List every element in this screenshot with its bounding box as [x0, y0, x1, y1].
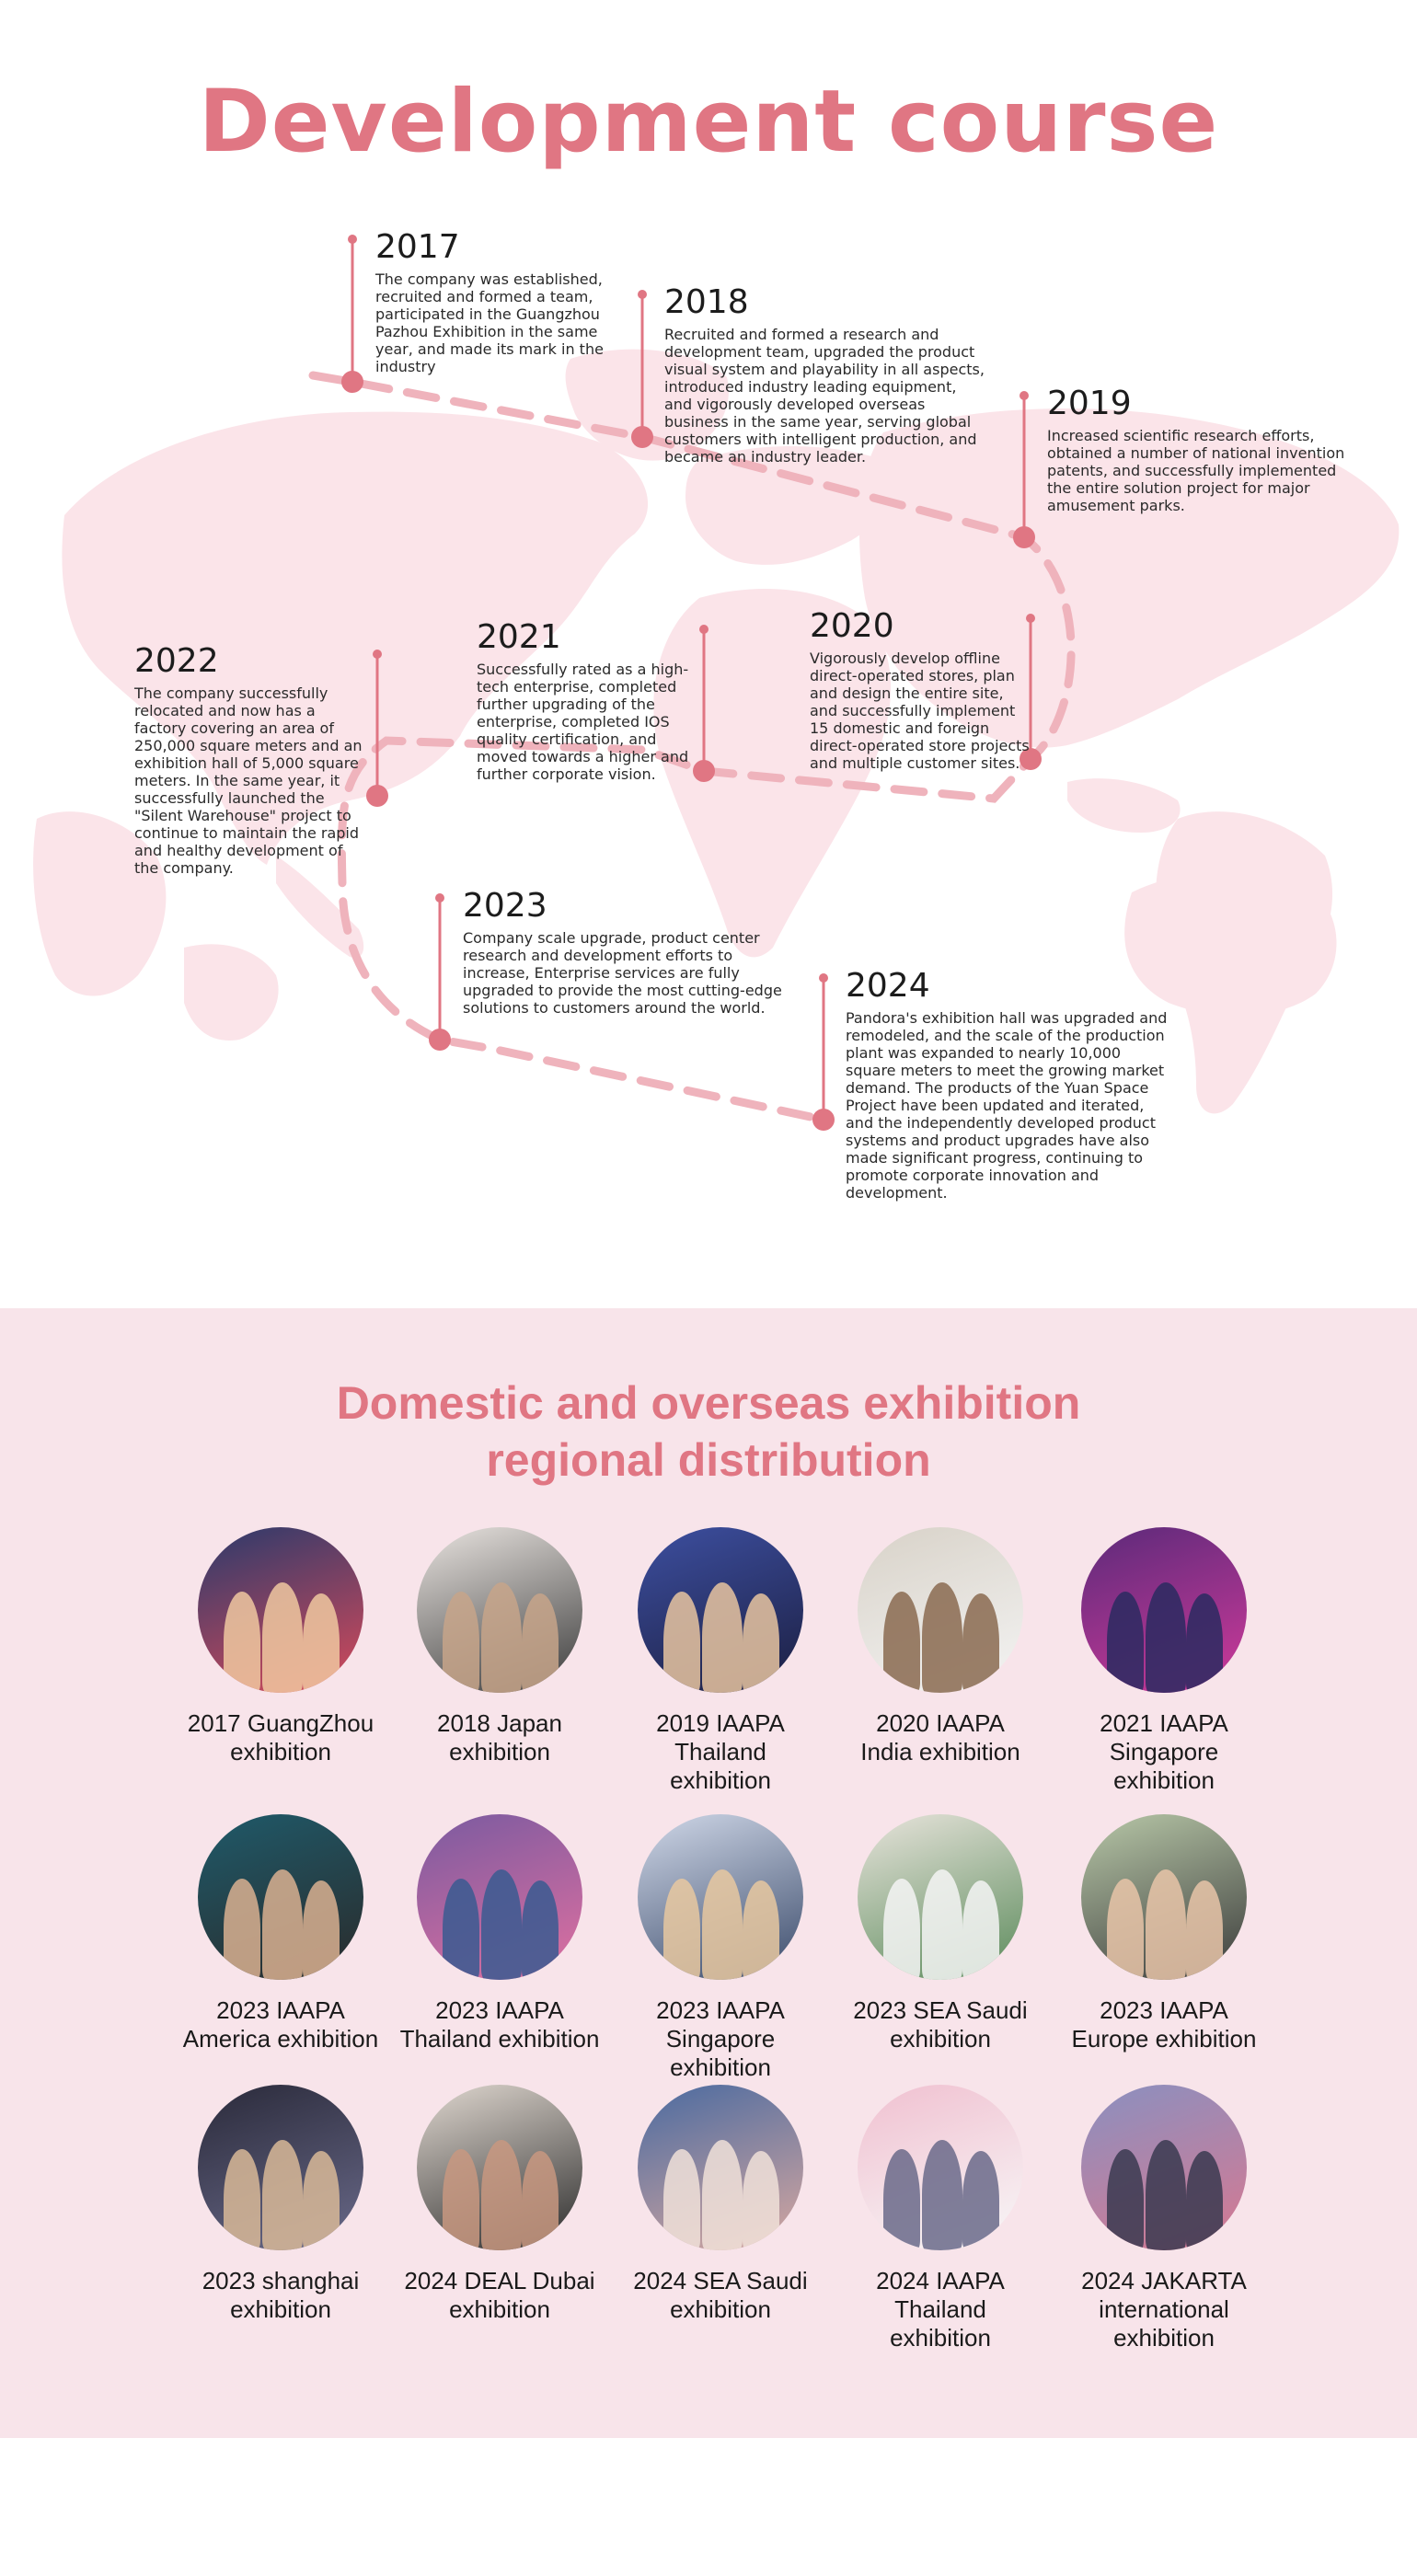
exhibition-photo	[1081, 2085, 1247, 2250]
exhibition-item	[389, 1814, 610, 2053]
timeline-entry-2018	[664, 283, 986, 466]
exhibition-photo	[417, 1814, 582, 1980]
caption-line: exhibition	[890, 2324, 991, 2352]
person-figure	[883, 1592, 920, 1693]
exhibition-item	[1054, 1527, 1274, 1795]
person-figure	[743, 2151, 779, 2250]
person-figure	[1146, 1869, 1186, 1980]
caption-line: 2023 SEA Saudi	[853, 1996, 1028, 2024]
timeline-description: The company successfully relocated and now has a factory covering an area of 250,000 square meters and an exhibition hall of 5,000 square meters. In the same year, it successfully launched the "Silent Warehouse" project to continue to maintain the rapid and healthy development of the company.	[134, 684, 363, 877]
caption-line: exhibition	[449, 1738, 550, 1765]
exhibition-item	[830, 2085, 1051, 2352]
exhibition-photo	[198, 1527, 363, 1693]
caption-line: America exhibition	[182, 2025, 379, 2053]
exhibition-photo	[198, 2085, 363, 2250]
person-figure	[1107, 1592, 1144, 1693]
exhibition-title-line-1: Domestic and overseas exhibition	[336, 1377, 1081, 1429]
exhibition-caption	[1054, 1709, 1274, 1795]
exhibition-caption	[170, 1996, 391, 2053]
person-figure	[303, 2151, 340, 2250]
person-figure	[962, 1593, 999, 1693]
person-figure	[962, 1880, 999, 1980]
timeline-description: The company was established, recruited and formed a team, participated in the Guangzhou Pazhou Exhibition in the same year, and made its mark in the industry	[375, 270, 604, 375]
caption-line: exhibition	[230, 1738, 331, 1765]
caption-line: exhibition	[449, 2295, 550, 2323]
person-figure	[522, 1880, 559, 1980]
exhibition-item	[610, 1814, 831, 2082]
person-figure	[1146, 1582, 1186, 1693]
exhibition-item	[610, 1527, 831, 1795]
exhibition-caption	[610, 1996, 831, 2082]
caption-line: exhibition	[670, 2295, 771, 2323]
person-figure	[262, 1582, 303, 1693]
person-figure	[702, 2140, 743, 2250]
caption-line: 2024 IAAPA Thailand	[876, 2267, 1005, 2323]
timeline-year: 2018	[664, 283, 749, 321]
exhibition-title-line-2: regional distribution	[486, 1434, 931, 1486]
timeline-description: Pandora's exhibition hall was upgraded and remodeled, and the scale of the production plant was expanded to nearly 10,000 square meters to meet the growing market demand. The products of the Yuan Space Project have been updated and iterated, and the independently developed product systems and product upgrades have also made significant progress, continuing to promote corporate innovation and development.	[846, 1009, 1168, 1202]
exhibition-caption	[389, 1709, 610, 1766]
page-title: Development course	[198, 72, 1219, 172]
exhibition-distribution-section	[0, 1308, 1417, 2438]
person-figure	[922, 1582, 962, 1693]
exhibition-item	[170, 1527, 391, 1766]
caption-line: exhibition	[670, 2053, 771, 2081]
timeline-year: 2017	[375, 228, 460, 266]
person-figure	[663, 1879, 700, 1980]
person-figure	[743, 1593, 779, 1693]
exhibition-caption	[610, 1709, 831, 1795]
exhibition-caption	[170, 2267, 391, 2324]
person-figure	[224, 1592, 260, 1693]
exhibition-caption	[1054, 1996, 1274, 2053]
caption-line: Europe exhibition	[1071, 2025, 1257, 2053]
person-figure	[883, 2149, 920, 2250]
exhibition-photo	[638, 1527, 803, 1693]
person-figure	[1107, 1879, 1144, 1980]
exhibition-photo	[858, 2085, 1023, 2250]
caption-line: 2024 JAKARTA	[1081, 2267, 1247, 2294]
exhibition-caption	[830, 1709, 1051, 1766]
exhibition-caption	[610, 2267, 831, 2324]
exhibition-item	[830, 1527, 1051, 1766]
exhibition-photo	[1081, 1814, 1247, 1980]
person-figure	[481, 2140, 522, 2250]
caption-line: exhibition	[1113, 2324, 1215, 2352]
exhibition-item	[389, 1527, 610, 1766]
person-figure	[224, 2149, 260, 2250]
exhibition-photo	[858, 1814, 1023, 1980]
caption-line: exhibition	[1113, 1766, 1215, 1794]
timeline-year: 2024	[846, 967, 930, 1005]
timeline-year: 2023	[463, 887, 547, 925]
person-figure	[702, 1869, 743, 1980]
timeline-entry-2023	[463, 887, 794, 1017]
caption-line: 2023 IAAPA Singapore	[656, 1996, 785, 2053]
timeline-year: 2020	[810, 607, 894, 645]
person-figure	[663, 1592, 700, 1693]
person-figure	[1186, 1593, 1223, 1693]
person-figure	[303, 1593, 340, 1693]
caption-line: exhibition	[230, 2295, 331, 2323]
exhibition-photo	[858, 1527, 1023, 1693]
timeline-description: Company scale upgrade, product center research and development efforts to increase, Enterprise services are fully upgraded to provide the most cutting-edge solutions to customers around the world.	[463, 929, 782, 1017]
caption-line: 2023 IAAPA	[216, 1996, 345, 2024]
exhibition-photo	[417, 1527, 582, 1693]
person-figure	[1186, 2151, 1223, 2250]
caption-line: 2018 Japan	[437, 1709, 562, 1737]
timeline-entry-2021	[477, 618, 697, 783]
exhibition-photo	[1081, 1527, 1247, 1693]
timeline-description: Recruited and formed a research and development team, upgraded the product visual system and playability in all aspects, introduced industry leading equipment, and vigorously developed overseas business in the same year, serving global customers with intelligent production, and became an industry leader.	[664, 326, 985, 466]
exhibition-caption	[389, 2267, 610, 2324]
caption-line: 2023 shanghai	[202, 2267, 360, 2294]
timeline-entry-2019	[1047, 385, 1351, 514]
caption-line: Singapore	[1109, 1738, 1219, 1765]
caption-line: 2017 GuangZhou	[187, 1709, 374, 1737]
caption-line: 2020 IAAPA	[876, 1709, 1005, 1737]
caption-line: 2024 SEA Saudi	[633, 2267, 808, 2294]
caption-line: 2023 IAAPA	[1100, 1996, 1228, 2024]
caption-line: 2021 IAAPA	[1100, 1709, 1228, 1737]
person-figure	[443, 1879, 479, 1980]
person-figure	[481, 1582, 522, 1693]
person-figure	[522, 1593, 559, 1693]
exhibition-item	[1054, 1814, 1274, 2053]
caption-line: 2023 IAAPA	[435, 1996, 564, 2024]
exhibition-caption	[1054, 2267, 1274, 2352]
person-figure	[1107, 2149, 1144, 2250]
person-figure	[922, 2140, 962, 2250]
caption-line: exhibition	[670, 1766, 771, 1794]
person-figure	[262, 1869, 303, 1980]
timeline-description: Increased scientific research efforts, obtained a number of national invention patents, and successfully implemented the entire solution project for major amusement parks.	[1047, 427, 1345, 514]
person-figure	[224, 1879, 260, 1980]
person-figure	[1146, 2140, 1186, 2250]
person-figure	[962, 2151, 999, 2250]
exhibition-caption	[170, 1709, 391, 1766]
person-figure	[883, 1879, 920, 1980]
exhibition-item	[610, 2085, 831, 2324]
person-figure	[481, 1869, 522, 1980]
caption-line: 2019 IAAPA Thailand	[656, 1709, 785, 1765]
person-figure	[743, 1880, 779, 1980]
timeline-entry-2020	[810, 607, 1031, 772]
exhibition-photo	[198, 1814, 363, 1980]
caption-line: India exhibition	[860, 1738, 1020, 1765]
timeline-entry-2017	[375, 228, 624, 375]
exhibition-photo	[417, 2085, 582, 2250]
timeline-year: 2021	[477, 618, 561, 656]
timeline-year: 2019	[1047, 385, 1132, 422]
person-figure	[262, 2140, 303, 2250]
exhibition-caption	[830, 1996, 1051, 2053]
person-figure	[1186, 1880, 1223, 1980]
person-figure	[663, 2149, 700, 2250]
exhibition-item	[170, 2085, 391, 2324]
exhibition-item	[830, 1814, 1051, 2053]
person-figure	[303, 1880, 340, 1980]
exhibition-item	[1054, 2085, 1274, 2352]
timeline-year: 2022	[134, 642, 219, 680]
exhibition-item	[170, 1814, 391, 2053]
caption-line: exhibition	[890, 2025, 991, 2053]
caption-line: international	[1099, 2295, 1229, 2323]
person-figure	[922, 1869, 962, 1980]
exhibition-photo	[638, 1814, 803, 1980]
exhibition-caption	[830, 2267, 1051, 2352]
timeline-entry-2022	[134, 642, 364, 877]
exhibition-section-title	[0, 1374, 1417, 1489]
exhibition-photo	[638, 2085, 803, 2250]
exhibition-item	[389, 2085, 610, 2324]
person-figure	[443, 2149, 479, 2250]
timeline-description: Successfully rated as a high-tech enterprise, completed further upgrading of the enterprise, completed IOS quality certification, and moved towards a higher and further corporate vision.	[477, 661, 689, 783]
timeline-description: Vigorously develop offline direct-operated stores, plan and design the entire site, and successfully implement 15 domestic and foreign direct-operated store projects and multiple customer sites.	[810, 650, 1030, 772]
timeline-entry-2024	[846, 967, 1168, 1202]
caption-line: 2024 DEAL Dubai	[404, 2267, 595, 2294]
exhibition-caption	[389, 1996, 610, 2053]
person-figure	[702, 1582, 743, 1693]
caption-line: Thailand exhibition	[399, 2025, 600, 2053]
person-figure	[522, 2151, 559, 2250]
person-figure	[443, 1592, 479, 1693]
